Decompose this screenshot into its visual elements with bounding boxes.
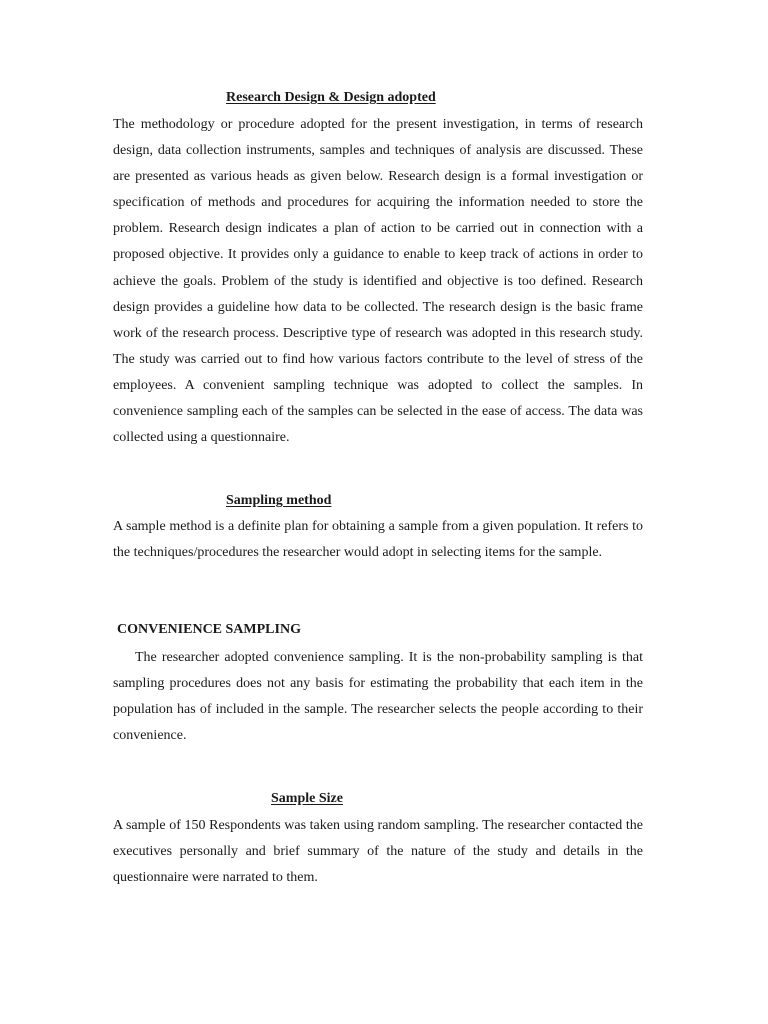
section-body-research-design: The methodology or procedure adopted for the present investigation, in terms of research design, data collection instruments, samples and techniques of analysis are discussed. These are presented as various heads as given below. Research design is a formal investigation or specification of methods and procedures for acquiring the information needed to store the problem. Research design indicates a plan of action to be carried out in connection with a proposed objective. It provides only a guidance to enable to keep track of actions in order to achieve the goals. Problem of the study is identified and objective is too defined. Research design provides a guideline how data to be collected. The research design is the basic frame work of the research process. Descriptive type of research was adopted in this research study. The study was carried out to find how various factors contribute to the level of stress of the employees. A convenient sampling technique was adopted to collect the samples. In convenience sampling each of the samples can be selected in the ease of access. The data was collected using a questionnaire.: [113, 117, 643, 446]
section-body-convenience-sampling: The researcher adopted convenience sampling. It is the non-probability sampling is that sampling procedures does not any basis for estimating the probability that each item in the population has of included in the sample. The researcher selects the people according to their convenience.: [113, 650, 643, 744]
section-heading-sampling-method: Sampling method: [226, 493, 332, 508]
section-body-sample-size: A sample of 150 Respondents was taken using random sampling. The researcher contacted the executives personally and brief summary of the nature of the study and details in the questionnaire were narrated to them.: [113, 818, 643, 886]
section-heading-convenience-sampling: CONVENIENCE SAMPLING: [117, 622, 301, 637]
section-body-sampling-method: A sample method is a definite plan for obtaining a sample from a given population. It refers to the techniques/procedures the researcher would adopt in selecting items for the sample.: [113, 519, 643, 561]
section-heading-research-design: Research Design & Design adopted: [226, 90, 436, 105]
section-heading-sample-size: Sample Size: [271, 791, 343, 806]
